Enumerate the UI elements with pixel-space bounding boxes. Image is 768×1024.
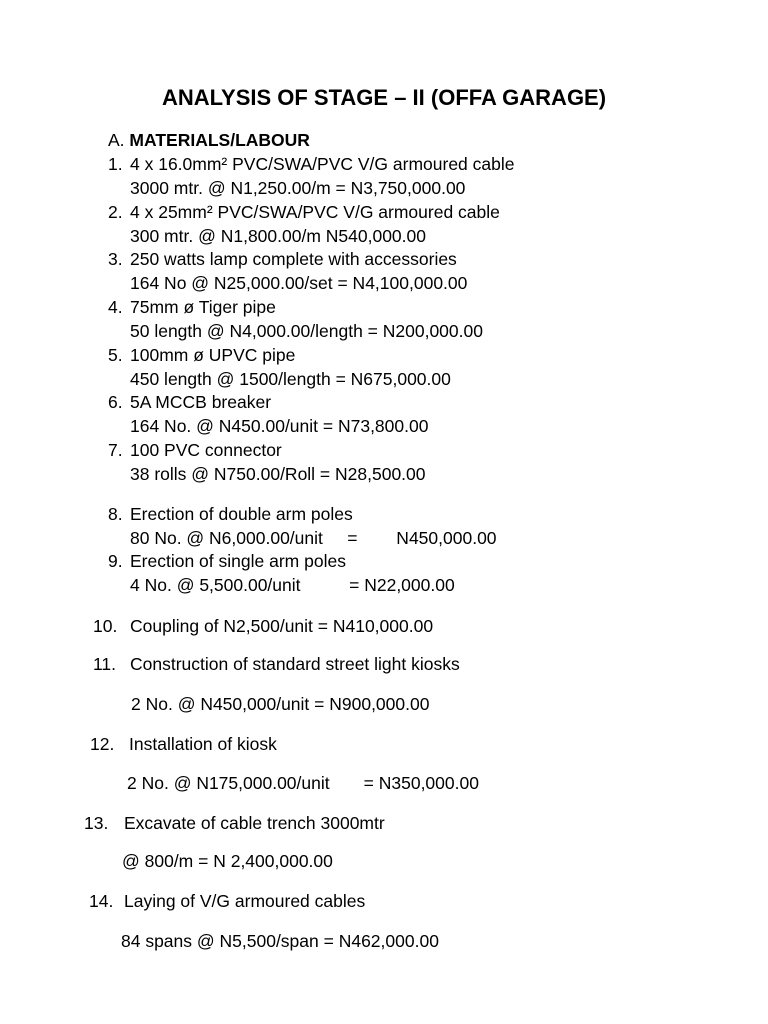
page-title: ANALYSIS OF STAGE – II (OFFA GARAGE)	[161, 85, 607, 110]
item-calculation: 450 length @ 1500/length = N675,000.00	[130, 369, 451, 389]
section-heading	[108, 129, 310, 151]
item-description: Installation of kiosk	[129, 734, 277, 754]
item-number: 1.	[108, 154, 123, 174]
item-calculation: 2 No. @ N175,000.00/unit = N350,000.00	[127, 773, 479, 793]
item-description: 4 x 25mm² PVC/SWA/PVC V/G armoured cable	[130, 202, 500, 222]
item-number: 7.	[108, 440, 123, 460]
item-description: Erection of double arm poles	[130, 504, 353, 524]
section-letter: A.	[108, 130, 125, 150]
item-number: 6.	[108, 392, 123, 412]
item-description: Coupling of N2,500/unit = N410,000.00	[130, 616, 434, 636]
item-description: 100mm ø UPVC pipe	[130, 345, 296, 365]
item-calculation: 164 No. @ N450.00/unit = N73,800.00	[130, 416, 429, 436]
item-description: Excavate of cable trench 3000mtr	[124, 813, 385, 833]
item-number: 5.	[108, 345, 123, 365]
item-number: 12.	[90, 734, 115, 754]
item-number: 14.	[89, 891, 114, 911]
item-description: 75mm ø Tiger pipe	[130, 297, 276, 317]
item-calculation: @ 800/m = N 2,400,000.00	[122, 851, 333, 871]
item-calculation: 4 No. @ 5,500.00/unit = N22,000.00	[130, 575, 455, 595]
item-calculation: 164 No @ N25,000.00/set = N4,100,000.00	[130, 273, 468, 293]
section-title: MATERIALS/LABOUR	[129, 130, 310, 150]
item-calculation: 80 No. @ N6,000.00/unit = N450,000.00	[130, 528, 497, 548]
item-calculation: 38 rolls @ N750.00/Roll = N28,500.00	[130, 464, 426, 484]
item-number: 13.	[84, 813, 109, 833]
item-number: 9.	[108, 551, 123, 571]
item-calculation: 2 No. @ N450,000/unit = N900,000.00	[131, 694, 430, 714]
item-number: 3.	[108, 249, 123, 269]
item-description: Construction of standard street light kiosks	[130, 654, 460, 674]
item-number: 8.	[108, 504, 123, 524]
item-description: 5A MCCB breaker	[130, 392, 272, 412]
item-description: 4 x 16.0mm² PVC/SWA/PVC V/G armoured cable	[130, 154, 515, 174]
item-number: 10.	[93, 616, 118, 636]
item-number: 4.	[108, 297, 123, 317]
item-description: Laying of V/G armoured cables	[124, 891, 366, 911]
item-number: 11.	[93, 654, 117, 674]
item-calculation: 84 spans @ N5,500/span = N462,000.00	[121, 931, 439, 951]
item-calculation: 300 mtr. @ N1,800.00/m N540,000.00	[130, 226, 426, 246]
item-description: 250 watts lamp complete with accessories	[130, 249, 457, 269]
item-calculation: 50 length @ N4,000.00/length = N200,000.00	[130, 321, 483, 341]
item-description: 100 PVC connector	[130, 440, 282, 460]
item-description: Erection of single arm poles	[130, 551, 346, 571]
item-number: 2.	[108, 202, 123, 222]
item-calculation: 3000 mtr. @ N1,250.00/m = N3,750,000.00	[130, 178, 466, 198]
